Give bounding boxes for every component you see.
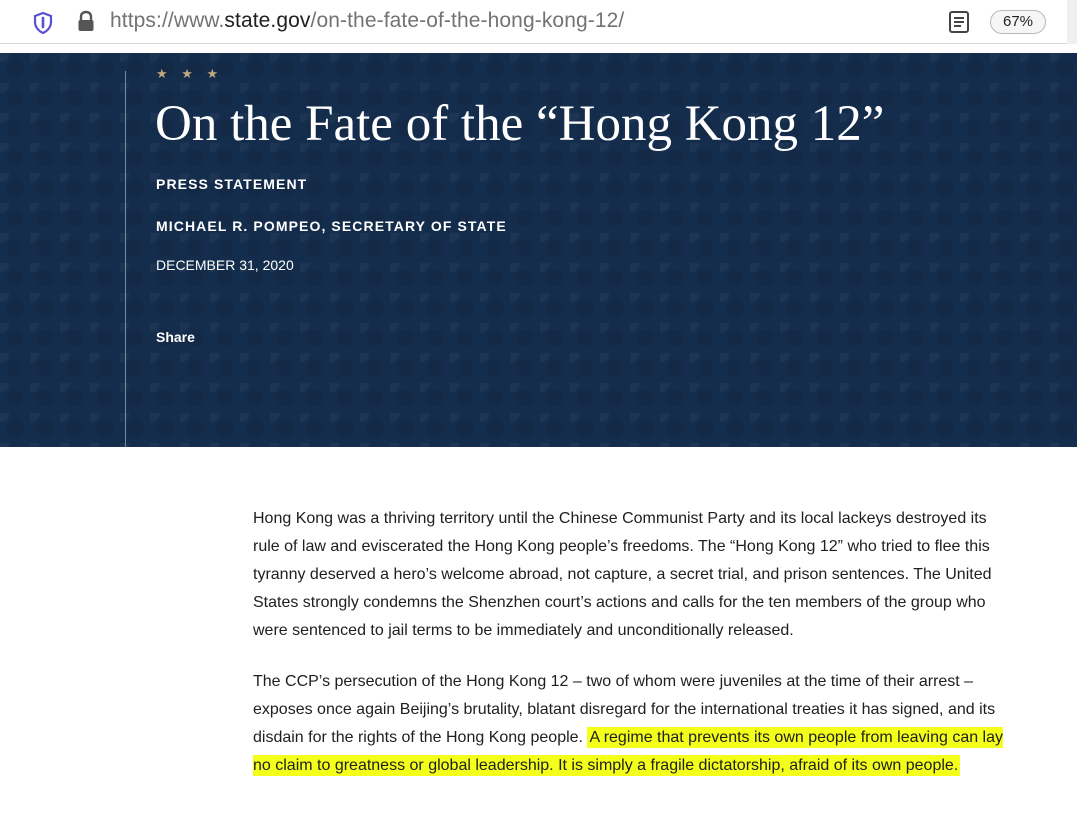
article-date: DECEMBER 31, 2020 bbox=[156, 257, 294, 273]
article-body bbox=[253, 505, 1013, 803]
lock-icon[interactable] bbox=[76, 10, 96, 32]
stars-decoration: ★ ★ ★ bbox=[156, 66, 224, 81]
url-path: /on-the-fate-of-the-hong-kong-12/ bbox=[310, 9, 625, 32]
hero-divider bbox=[125, 71, 126, 447]
browser-url-bar bbox=[0, 0, 1077, 44]
article-paragraph-2 bbox=[253, 668, 1013, 780]
share-button[interactable]: Share bbox=[156, 329, 195, 345]
page-hero bbox=[0, 53, 1077, 447]
toolbar-edge bbox=[1067, 0, 1077, 44]
article-type: PRESS STATEMENT bbox=[156, 176, 308, 192]
url-text[interactable] bbox=[110, 9, 624, 33]
url-prefix: https://www. bbox=[110, 9, 225, 32]
article-paragraph-1: Hong Kong was a thriving territory until the Chinese Communist Party and its local lackeys destroyed its rule of law and eviscerated the Hong Kong people’s freedoms. The “Hong Kong 12” who tried to flee this tyranny deserved a hero’s welcome abroad, not capture, a secret trial, and prison sentences. The United States strongly condemns the Shenzhen court’s actions and calls for the ten members of the group who were sentenced to jail terms to be immediately and unconditionally released. bbox=[253, 510, 992, 639]
zoom-level-button[interactable]: 67% bbox=[990, 10, 1046, 34]
highlighted-text: A regime that prevents its own people from leaving can lay no claim to greatness or global leadership. It is simply a fragile dictatorship, afraid of its own people. bbox=[253, 729, 1004, 774]
shield-icon[interactable] bbox=[33, 12, 53, 34]
page-title: On the Fate of the “Hong Kong 12” bbox=[155, 96, 885, 152]
url-domain: state.gov bbox=[224, 9, 311, 32]
paragraph-2-text: The CCP’s persecution of the Hong Kong 12 – two of whom were juveniles at the time of their arrest – exposes once again Beijing’s brutality, blatant disregard for the international treaties it has signed, and its disdain for the rights of the Hong Kong people. bbox=[253, 673, 996, 746]
article-author: MICHAEL R. POMPEO, SECRETARY OF STATE bbox=[156, 218, 507, 234]
reader-view-icon[interactable] bbox=[948, 10, 970, 34]
